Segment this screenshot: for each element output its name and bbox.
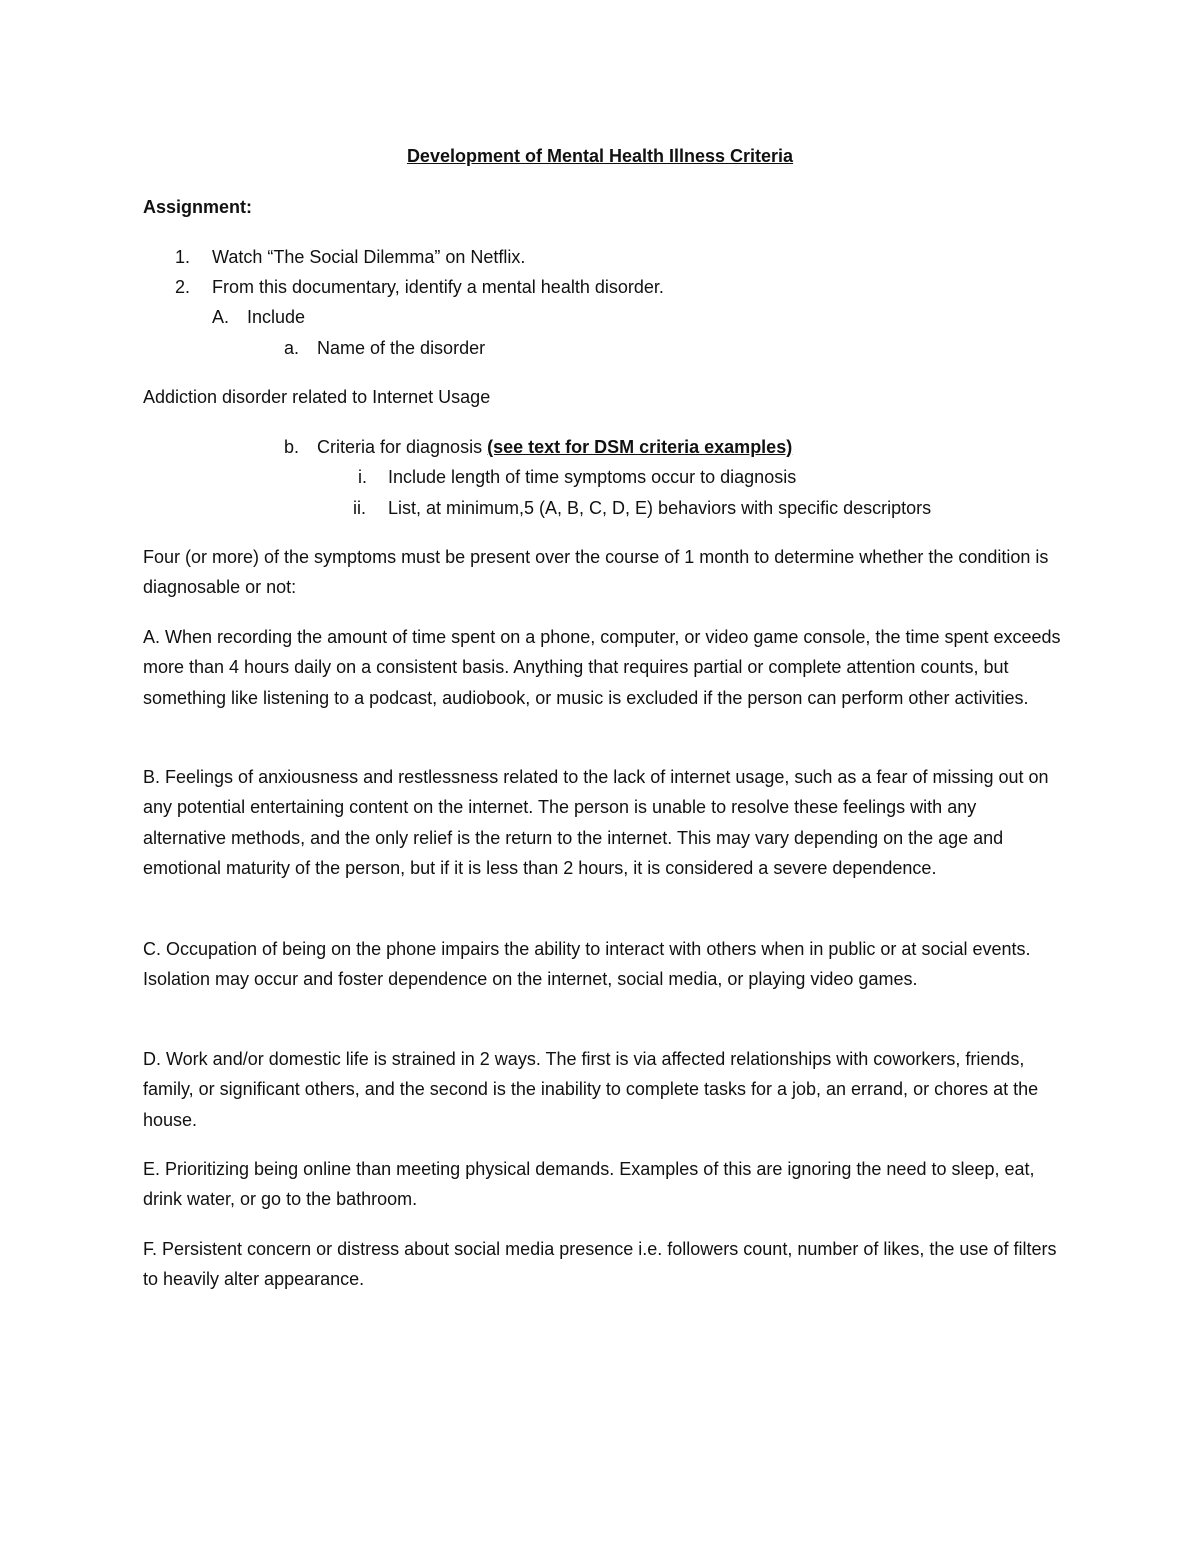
sub-item-marker: a. xyxy=(284,338,300,358)
criterion-paragraph xyxy=(143,1044,1063,1135)
criterion-paragraph xyxy=(143,762,1063,883)
step-text: From this documentary, identify a mental health disorder. xyxy=(212,277,664,297)
criterion-label: C. xyxy=(143,939,161,959)
criterion-label: E. xyxy=(143,1159,161,1179)
sub-item-text: Include xyxy=(247,307,306,327)
criterion-paragraph xyxy=(143,622,1063,713)
criterion-text: Prioritizing being online than meeting physical demands. Examples of this are ignoring the need to sleep, eat, drink water, or go to the bathroom. xyxy=(143,1159,1035,1210)
assignment-heading: Assignment: xyxy=(143,197,253,217)
criterion-label: A. xyxy=(143,627,161,647)
criterion-text: Feelings of anxiousness and restlessness related to the lack of internet usage, such as a fear of missing out on any potential entertaining content on the internet. The person is unable to resolve these feelings with any alternative methods, and the only relief is the return to the internet. This may vary depending on the age and emotional maturity of the person, but if it is less than 2 hours, it is considered a severe dependence. xyxy=(143,767,1049,878)
criterion-text: Occupation of being on the phone impairs the ability to interact with others when in public or at social events. Isolation may occur and foster dependence on the internet, social media, or playing video games. xyxy=(143,939,1031,990)
criterion-text: When recording the amount of time spent on a phone, computer, or video game console, the time spent exceeds more than 4 hours daily on a consistent basis. Anything that requires partial or complete attention counts, but something like listening to a podcast, audiobook, or music is excluded if the person can perform other activities. xyxy=(143,627,1061,708)
intro-paragraph: Four (or more) of the symptoms must be present over the course of 1 month to determine whether the condition is diagnosable or not: xyxy=(143,547,1049,598)
sub-item-text: Name of the disorder xyxy=(317,338,486,358)
criterion-label: D. xyxy=(143,1049,161,1069)
criterion-text: Persistent concern or distress about social media presence i.e. followers count, number of likes, the use of filters to heavily alter appearance. xyxy=(143,1239,1057,1290)
criterion-label: B. xyxy=(143,767,161,787)
roman-marker: ii. xyxy=(353,498,366,518)
criterion-paragraph xyxy=(143,1234,1063,1295)
step-marker: 1. xyxy=(175,247,191,267)
sub-item-marker: A. xyxy=(212,307,230,327)
roman-text: List, at minimum,5 (A, B, C, D, E) behaviors with specific descriptors xyxy=(388,498,932,518)
step-marker: 2. xyxy=(175,277,191,297)
sub-item-content xyxy=(317,436,792,458)
criterion-label: F. xyxy=(143,1239,158,1259)
roman-text: Include length of time symptoms occur to diagnosis xyxy=(388,467,797,487)
sub-item-marker: b. xyxy=(284,437,300,457)
disorder-name: Addiction disorder related to Internet Usage xyxy=(143,387,491,407)
document-title: Development of Mental Health Illness Criteria xyxy=(406,146,794,166)
roman-marker: i. xyxy=(358,467,367,487)
sub-item-text: Criteria for diagnosis xyxy=(317,437,488,457)
step-text: Watch “The Social Dilemma” on Netflix. xyxy=(212,247,526,267)
dsm-criteria-note: (see text for DSM criteria examples) xyxy=(487,437,793,457)
criterion-paragraph xyxy=(143,934,1063,995)
criterion-paragraph xyxy=(143,1154,1063,1215)
criterion-text: Work and/or domestic life is strained in 2 ways. The first is via affected relationships with coworkers, friends, family, or significant others, and the second is the inability to complete tasks for a job, an errand, or chores at the house. xyxy=(143,1049,1039,1130)
